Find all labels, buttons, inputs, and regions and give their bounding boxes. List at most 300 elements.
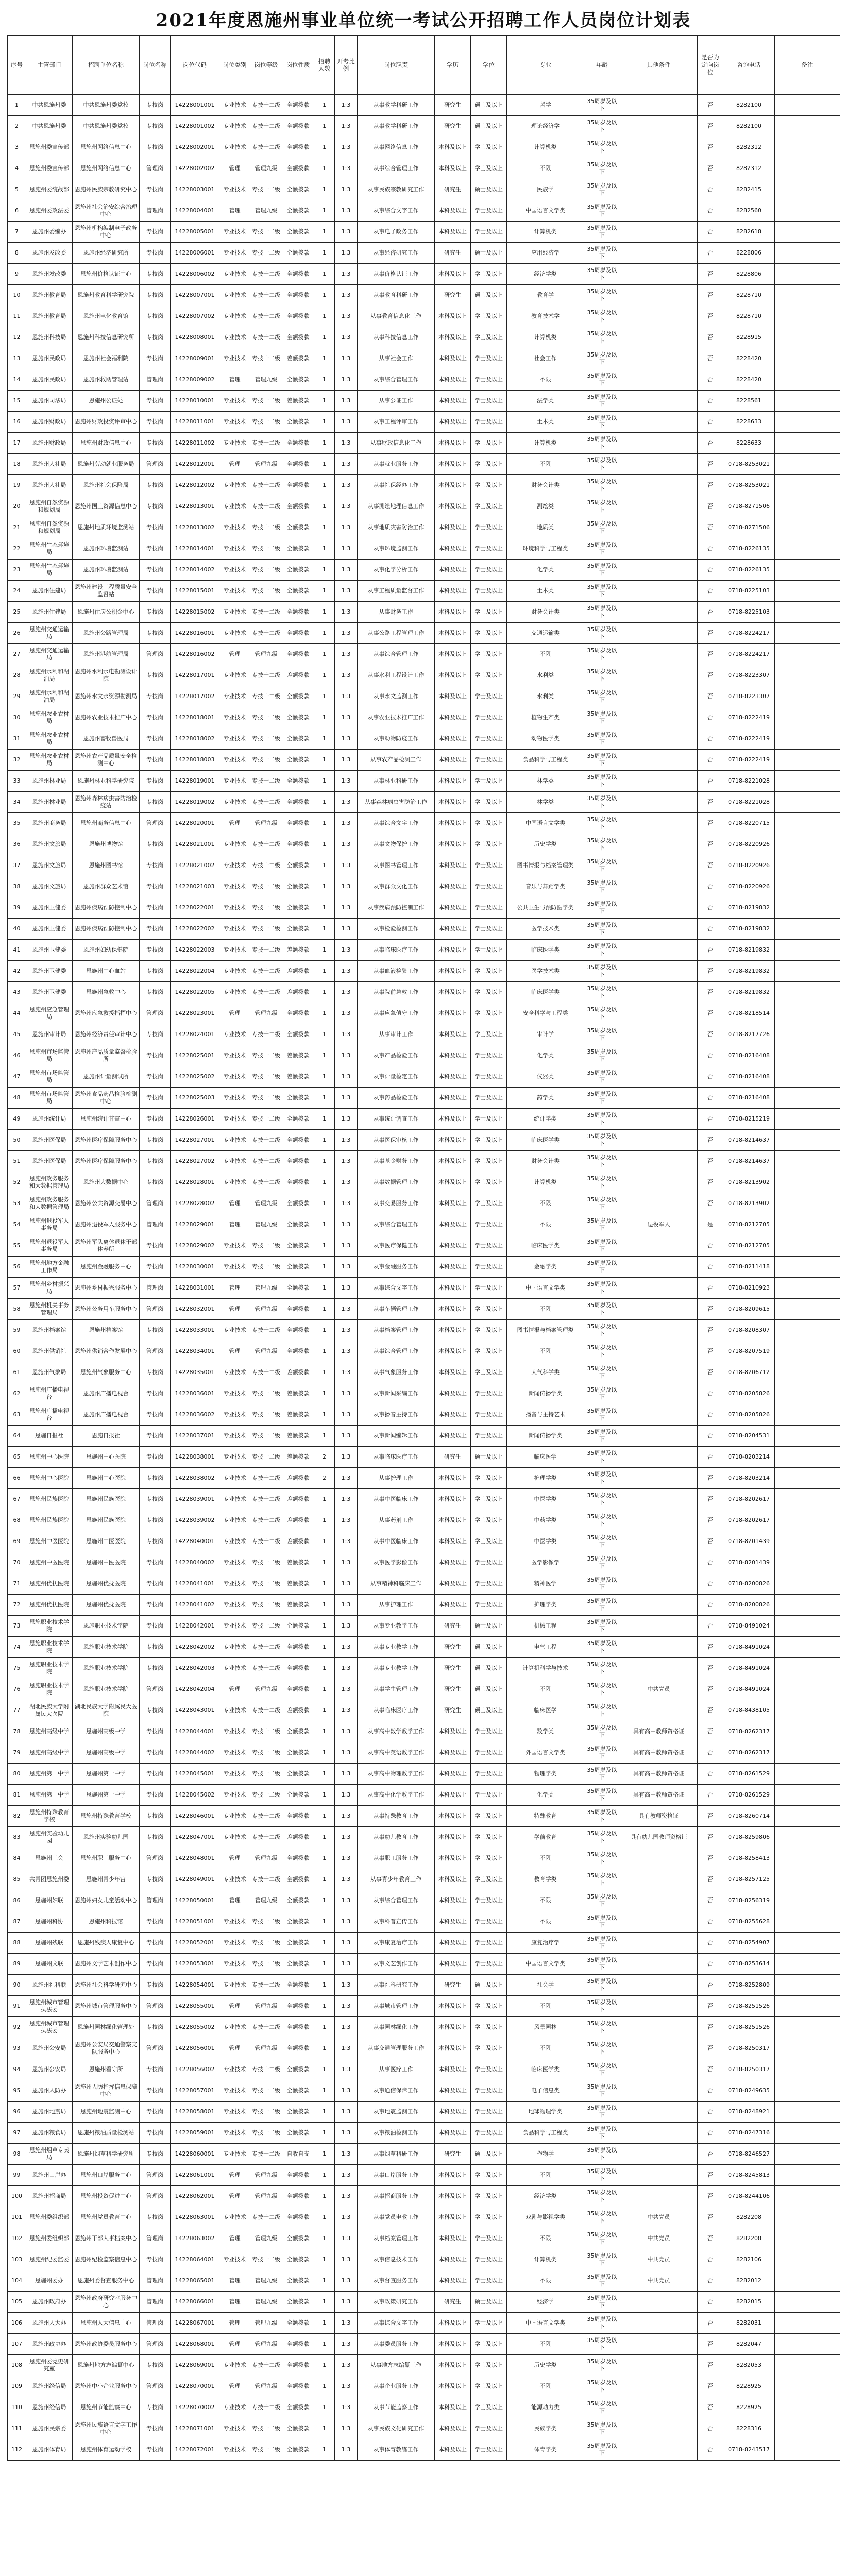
table-cell: 1:3 xyxy=(335,1109,358,1130)
table-cell: 8228561 xyxy=(723,391,775,412)
table-row xyxy=(8,2144,840,2165)
table-cell: 否 xyxy=(698,602,723,623)
table-cell: 专技岗 xyxy=(140,961,171,982)
table-cell: 学士及以上 xyxy=(471,2397,507,2418)
table-cell: 35周岁及以下 xyxy=(584,1954,620,1975)
table-cell: 学士及以上 xyxy=(471,2249,507,2270)
table-cell: 35周岁及以下 xyxy=(584,1848,620,1869)
table-cell: 1 xyxy=(314,855,335,876)
table-cell: 专技十二级 xyxy=(250,2080,282,2102)
table-cell xyxy=(620,137,698,158)
table-cell xyxy=(620,1552,698,1573)
table-cell: 25 xyxy=(8,602,26,623)
table-header-row xyxy=(8,36,840,95)
table-cell: 本科及以上 xyxy=(435,1531,471,1552)
table-row xyxy=(8,2059,840,2080)
table-cell: 否 xyxy=(698,1172,723,1193)
table-cell: 否 xyxy=(698,2439,723,2461)
table-cell: 外国语言文学类 xyxy=(507,1742,584,1764)
table-cell: 专技岗 xyxy=(140,2397,171,2418)
table-cell: 不限 xyxy=(507,1214,584,1235)
table-cell: 差额拨款 xyxy=(282,1045,314,1066)
table-cell: 从事综合文字工作 xyxy=(358,2313,435,2334)
table-cell: 全额拨款 xyxy=(282,1954,314,1975)
table-cell: 中医学类 xyxy=(507,1489,584,1510)
table-cell xyxy=(775,2017,840,2038)
table-cell: 从事文物保护工作 xyxy=(358,834,435,855)
table-cell: 学士及以上 xyxy=(471,1257,507,1278)
table-cell: 1 xyxy=(314,1785,335,1806)
table-cell: 1:3 xyxy=(335,2439,358,2461)
table-cell: 本科及以上 xyxy=(435,623,471,644)
table-cell: 35周岁及以下 xyxy=(584,222,620,243)
table-cell: 35周岁及以下 xyxy=(584,1045,620,1066)
table-cell: 差额拨款 xyxy=(282,982,314,1003)
table-cell: 专技岗 xyxy=(140,137,171,158)
table-cell: 35周岁及以下 xyxy=(584,1362,620,1383)
table-cell: 1:3 xyxy=(335,1172,358,1193)
table-cell xyxy=(620,1933,698,1954)
table-cell: 本科及以上 xyxy=(435,2038,471,2059)
table-cell: 1:3 xyxy=(335,538,358,560)
table-cell: 学士及以上 xyxy=(471,728,507,750)
table-cell: 专技十二级 xyxy=(250,1362,282,1383)
table-cell: 安全科学与工程类 xyxy=(507,1003,584,1024)
table-cell: 否 xyxy=(698,285,723,306)
table-cell xyxy=(620,750,698,771)
table-cell: 学士及以上 xyxy=(471,602,507,623)
table-cell: 林学类 xyxy=(507,792,584,813)
table-cell: 从事群众文化工作 xyxy=(358,876,435,897)
table-cell xyxy=(775,1172,840,1193)
table-row xyxy=(8,982,840,1003)
table-cell: 否 xyxy=(698,1024,723,1045)
table-cell: 专技十二级 xyxy=(250,1573,282,1595)
table-cell xyxy=(775,2165,840,2186)
table-cell xyxy=(620,1531,698,1552)
table-cell: 本科及以上 xyxy=(435,1721,471,1742)
table-cell: 公共卫生与预防医学类 xyxy=(507,897,584,919)
table-cell: 专技十二级 xyxy=(250,1510,282,1531)
table-cell: 差额拨款 xyxy=(282,1404,314,1426)
table-cell xyxy=(775,1637,840,1658)
table-cell: 35周岁及以下 xyxy=(584,728,620,750)
table-cell xyxy=(775,2376,840,2397)
table-cell: 专业技术 xyxy=(219,1426,250,1447)
table-cell xyxy=(620,2439,698,2461)
table-cell: 14228020001 xyxy=(171,813,219,834)
table-cell: 从事农业技术推广工作 xyxy=(358,707,435,728)
table-cell: 1 xyxy=(314,1109,335,1130)
table-cell: 本科及以上 xyxy=(435,581,471,602)
table-cell xyxy=(775,1362,840,1383)
table-cell: 管理九级 xyxy=(250,2292,282,2313)
table-cell: 14228021003 xyxy=(171,876,219,897)
table-cell: 35 xyxy=(8,813,26,834)
table-cell xyxy=(775,2080,840,2102)
table-cell: 从事专业教学工作 xyxy=(358,1658,435,1679)
table-cell xyxy=(620,1320,698,1341)
table-cell xyxy=(775,1573,840,1595)
table-cell: 专技岗 xyxy=(140,95,171,116)
table-cell: 专技十二级 xyxy=(250,982,282,1003)
table-cell: 专业技术 xyxy=(219,1468,250,1489)
table-cell: 0718-8218514 xyxy=(723,1003,775,1024)
table-cell: 专技十二级 xyxy=(250,285,282,306)
table-cell: 本科及以上 xyxy=(435,1890,471,1911)
table-cell: 1:3 xyxy=(335,2334,358,2355)
table-cell: 作物学 xyxy=(507,2144,584,2165)
table-cell: 学士及以上 xyxy=(471,391,507,412)
table-cell: 1:3 xyxy=(335,750,358,771)
table-cell: 1 xyxy=(314,2102,335,2123)
table-cell xyxy=(775,750,840,771)
table-row xyxy=(8,538,840,560)
table-cell: 专技十二级 xyxy=(250,602,282,623)
table-cell: 45 xyxy=(8,1024,26,1045)
table-cell: 专业技术 xyxy=(219,1637,250,1658)
table-cell xyxy=(620,1637,698,1658)
table-cell: 专业技术 xyxy=(219,2017,250,2038)
table-cell: 14228069001 xyxy=(171,2355,219,2376)
table-cell: 1 xyxy=(314,897,335,919)
table-cell: 否 xyxy=(698,1869,723,1890)
table-cell: 审计学 xyxy=(507,1024,584,1045)
table-cell: 专业技术 xyxy=(219,137,250,158)
table-cell: 不限 xyxy=(507,1193,584,1214)
table-cell: 1:3 xyxy=(335,1658,358,1679)
table-cell: 35周岁及以下 xyxy=(584,1510,620,1531)
table-cell: 管理 xyxy=(219,2186,250,2207)
table-cell: 1 xyxy=(314,2334,335,2355)
table-cell: 35周岁及以下 xyxy=(584,1024,620,1045)
table-cell xyxy=(775,1383,840,1404)
table-cell: 学士及以上 xyxy=(471,560,507,581)
table-cell: 专技十二级 xyxy=(250,1024,282,1045)
table-cell: 恩施州森林病虫害防治检疫站 xyxy=(73,792,140,813)
table-cell: 中国语言文学类 xyxy=(507,813,584,834)
table-row xyxy=(8,327,840,348)
table-cell: 35周岁及以下 xyxy=(584,1404,620,1426)
table-cell: 35周岁及以下 xyxy=(584,665,620,686)
table-cell: 专业技术 xyxy=(219,1066,250,1088)
table-cell: 恩施州妇幼保健院 xyxy=(73,940,140,961)
table-cell: 从事教学科研工作 xyxy=(358,95,435,116)
table-row xyxy=(8,876,840,897)
table-cell: 35周岁及以下 xyxy=(584,1383,620,1404)
table-cell: 专技岗 xyxy=(140,919,171,940)
table-cell: 14228068001 xyxy=(171,2334,219,2355)
table-cell xyxy=(775,222,840,243)
table-cell: 1 xyxy=(314,1679,335,1700)
table-cell: 专技十二级 xyxy=(250,560,282,581)
table-cell: 1:3 xyxy=(335,1700,358,1721)
table-cell xyxy=(620,834,698,855)
table-cell: 74 xyxy=(8,1637,26,1658)
table-cell: 恩施州民族医院 xyxy=(26,1489,73,1510)
table-cell: 专业技术 xyxy=(219,1954,250,1975)
table-cell: 14228049001 xyxy=(171,1869,219,1890)
table-cell xyxy=(775,2123,840,2144)
table-cell: 8282618 xyxy=(723,222,775,243)
table-cell: 管理岗 xyxy=(140,1890,171,1911)
table-cell: 恩施州中医医院 xyxy=(26,1552,73,1573)
table-row xyxy=(8,2334,840,2355)
table-cell: 测绘类 xyxy=(507,496,584,517)
table-cell: 专业技术 xyxy=(219,623,250,644)
table-cell: 本科及以上 xyxy=(435,1257,471,1278)
table-cell: 从事疾病预防控制工作 xyxy=(358,897,435,919)
table-cell: 1:3 xyxy=(335,1299,358,1320)
table-cell: 专技岗 xyxy=(140,412,171,433)
table-cell: 学士及以上 xyxy=(471,1785,507,1806)
table-cell: 管理岗 xyxy=(140,1003,171,1024)
table-cell: 全额拨款 xyxy=(282,560,314,581)
table-cell: 全额拨款 xyxy=(282,1764,314,1785)
table-cell: 1:3 xyxy=(335,1616,358,1637)
column-header: 开考比例 xyxy=(335,36,358,95)
table-cell: 1 xyxy=(314,1489,335,1510)
table-cell: 14228057001 xyxy=(171,2080,219,2102)
table-cell: 否 xyxy=(698,1468,723,1489)
table-cell: 恩施州林业科学研究院 xyxy=(73,771,140,792)
table-cell: 研究生 xyxy=(435,1637,471,1658)
table-cell: 专技十二级 xyxy=(250,1066,282,1088)
table-cell xyxy=(775,1299,840,1320)
table-cell: 专技岗 xyxy=(140,581,171,602)
table-cell: 0718-8210923 xyxy=(723,1278,775,1299)
table-cell: 专技岗 xyxy=(140,940,171,961)
table-cell: 恩施州口岸办 xyxy=(26,2165,73,2186)
table-cell: 14228007002 xyxy=(171,306,219,327)
table-cell: 恩施州优抚医院 xyxy=(73,1573,140,1595)
table-cell: 111 xyxy=(8,2418,26,2439)
table-cell: 从事网络信息工作 xyxy=(358,137,435,158)
table-cell: 1 xyxy=(314,728,335,750)
table-cell: 恩施州生态环境局 xyxy=(26,560,73,581)
table-row xyxy=(8,602,840,623)
table-cell: 专技岗 xyxy=(140,602,171,623)
table-cell: 从事高中化学教学工作 xyxy=(358,1785,435,1806)
table-cell: 学士及以上 xyxy=(471,1911,507,1933)
table-cell: 35周岁及以下 xyxy=(584,2228,620,2249)
table-cell: 14228051001 xyxy=(171,1911,219,1933)
table-cell: 70 xyxy=(8,1552,26,1573)
table-cell: 本科及以上 xyxy=(435,1193,471,1214)
table-cell: 92 xyxy=(8,2017,26,2038)
page-title: 2021年度恩施州事业单位统一考试公开招聘工作人员岗位计划表 xyxy=(156,10,691,31)
table-cell: 从事综合管理工作 xyxy=(358,644,435,665)
table-cell: 差额拨款 xyxy=(282,1383,314,1404)
table-row xyxy=(8,1151,840,1172)
table-cell xyxy=(775,2270,840,2292)
table-cell: 从事中医临床工作 xyxy=(358,1531,435,1552)
table-cell xyxy=(775,1404,840,1426)
column-header: 岗位性质 xyxy=(282,36,314,95)
table-cell: 恩施州地震局 xyxy=(26,2102,73,2123)
table-cell: 学士及以上 xyxy=(471,2376,507,2397)
table-cell xyxy=(775,1806,840,1827)
table-cell: 管理岗 xyxy=(140,369,171,391)
table-cell: 从事综合管理工作 xyxy=(358,369,435,391)
table-cell: 本科及以上 xyxy=(435,1426,471,1447)
table-cell: 恩施州科技馆 xyxy=(73,1911,140,1933)
table-cell: 本科及以上 xyxy=(435,1383,471,1404)
table-cell: 0718-8214637 xyxy=(723,1130,775,1151)
table-cell: 否 xyxy=(698,707,723,728)
table-cell: 从事高中英语教学工作 xyxy=(358,1742,435,1764)
table-cell: 全额拨款 xyxy=(282,496,314,517)
table-cell: 从事播音主持工作 xyxy=(358,1404,435,1426)
table-cell: 专业技术 xyxy=(219,1531,250,1552)
table-cell: 专技岗 xyxy=(140,1616,171,1637)
table-cell: 全额拨款 xyxy=(282,285,314,306)
table-cell: 专技十二级 xyxy=(250,475,282,496)
table-cell: 差额拨款 xyxy=(282,1595,314,1616)
table-cell: 恩施州交通运输局 xyxy=(26,644,73,665)
table-cell: 差额拨款 xyxy=(282,665,314,686)
table-cell: 否 xyxy=(698,1785,723,1806)
table-cell: 14228060001 xyxy=(171,2144,219,2165)
table-cell: 专业技术 xyxy=(219,327,250,348)
table-cell: 恩施州商务信息中心 xyxy=(73,813,140,834)
table-cell: 0718-8219832 xyxy=(723,919,775,940)
table-cell: 1 xyxy=(314,686,335,707)
table-cell: 恩施州卫健委 xyxy=(26,961,73,982)
table-row xyxy=(8,1468,840,1489)
table-cell: 1 xyxy=(314,1404,335,1426)
table-row xyxy=(8,517,840,538)
table-cell: 学士及以上 xyxy=(471,1595,507,1616)
table-cell: 学前教育 xyxy=(507,1827,584,1848)
table-cell: 临床医学 xyxy=(507,1700,584,1721)
table-cell: 1:3 xyxy=(335,1024,358,1045)
table-cell: 14228009002 xyxy=(171,369,219,391)
table-cell: 恩施州供销合作发展中心 xyxy=(73,1341,140,1362)
table-cell: 19 xyxy=(8,475,26,496)
table-cell: 数学类 xyxy=(507,1721,584,1742)
table-cell: 14228016001 xyxy=(171,623,219,644)
table-cell: 从事财政信息化工作 xyxy=(358,433,435,454)
column-header: 岗位等级 xyxy=(250,36,282,95)
table-cell: 专技十二级 xyxy=(250,433,282,454)
table-cell xyxy=(620,1996,698,2017)
table-cell: 管理 xyxy=(219,2270,250,2292)
table-cell: 专技岗 xyxy=(140,560,171,581)
table-cell: 1:3 xyxy=(335,412,358,433)
table-cell: 专业技术 xyxy=(219,1447,250,1468)
table-cell: 经济学类 xyxy=(507,264,584,285)
table-cell: 从事通信保障工作 xyxy=(358,2080,435,2102)
table-cell: 差额拨款 xyxy=(282,1362,314,1383)
table-cell: 财务会计类 xyxy=(507,475,584,496)
table-cell: 14228018001 xyxy=(171,707,219,728)
table-cell: 从事药品检验工作 xyxy=(358,1088,435,1109)
table-cell: 经济学类 xyxy=(507,2186,584,2207)
table-cell: 专技十二级 xyxy=(250,1151,282,1172)
table-cell: 全额拨款 xyxy=(282,897,314,919)
table-cell: 1 xyxy=(314,581,335,602)
table-cell: 恩施州农产品质量安全检测中心 xyxy=(73,750,140,771)
table-cell xyxy=(775,1214,840,1235)
table-cell: 金融学类 xyxy=(507,1257,584,1278)
table-cell xyxy=(620,792,698,813)
table-cell: 1:3 xyxy=(335,1764,358,1785)
table-cell: 62 xyxy=(8,1383,26,1404)
table-cell xyxy=(620,707,698,728)
table-cell: 不限 xyxy=(507,1341,584,1362)
table-cell: 0718-8262317 xyxy=(723,1721,775,1742)
table-cell: 本科及以上 xyxy=(435,1045,471,1066)
table-cell: 本科及以上 xyxy=(435,1130,471,1151)
table-cell: 51 xyxy=(8,1151,26,1172)
table-cell: 14228013002 xyxy=(171,517,219,538)
table-cell: 否 xyxy=(698,264,723,285)
table-cell: 专技岗 xyxy=(140,665,171,686)
table-row xyxy=(8,1827,840,1848)
table-row xyxy=(8,1214,840,1235)
table-cell: 24 xyxy=(8,581,26,602)
table-cell: 8228710 xyxy=(723,306,775,327)
table-cell: 1 xyxy=(314,2270,335,2292)
table-cell: 1:3 xyxy=(335,1996,358,2017)
table-cell xyxy=(620,1489,698,1510)
table-row xyxy=(8,1552,840,1573)
table-cell: 中国语言文学类 xyxy=(507,2313,584,2334)
table-cell: 全额拨款 xyxy=(282,1130,314,1151)
table-cell xyxy=(775,1066,840,1088)
table-cell: 本科及以上 xyxy=(435,517,471,538)
table-cell: 管理 xyxy=(219,644,250,665)
table-cell: 否 xyxy=(698,1045,723,1066)
table-cell: 恩施州优抚医院 xyxy=(26,1595,73,1616)
table-cell: 1 xyxy=(314,285,335,306)
table-cell: 35周岁及以下 xyxy=(584,1447,620,1468)
table-cell: 88 xyxy=(8,1933,26,1954)
table-cell: 从事精神科临床工作 xyxy=(358,1573,435,1595)
table-cell: 35周岁及以下 xyxy=(584,243,620,264)
table-cell: 学士及以上 xyxy=(471,1278,507,1299)
table-cell: 0718-8252809 xyxy=(723,1975,775,1996)
table-cell: 恩施州水利和湖泊局 xyxy=(26,665,73,686)
table-cell xyxy=(620,1362,698,1383)
table-cell: 学士及以上 xyxy=(471,1151,507,1172)
table-cell: 35周岁及以下 xyxy=(584,137,620,158)
table-cell: 1 xyxy=(314,1426,335,1447)
table-cell: 恩施州建设工程质量安全监督站 xyxy=(73,581,140,602)
table-cell: 从事经济研究工作 xyxy=(358,243,435,264)
table-cell: 全额拨款 xyxy=(282,771,314,792)
table-cell xyxy=(775,2249,840,2270)
table-cell: 本科及以上 xyxy=(435,897,471,919)
table-cell: 本科及以上 xyxy=(435,2355,471,2376)
table-cell: 恩施州档案馆 xyxy=(73,1320,140,1341)
table-cell: 14228025003 xyxy=(171,1088,219,1109)
table-cell: 不限 xyxy=(507,1299,584,1320)
table-cell: 恩施州中心医院 xyxy=(73,1447,140,1468)
table-cell: 97 xyxy=(8,2123,26,2144)
table-cell: 专业技术 xyxy=(219,1573,250,1595)
table-cell: 社会学 xyxy=(507,1975,584,1996)
table-row xyxy=(8,2123,840,2144)
table-cell: 35周岁及以下 xyxy=(584,1721,620,1742)
table-cell: 否 xyxy=(698,1299,723,1320)
table-cell: 35周岁及以下 xyxy=(584,1764,620,1785)
table-cell: 学士及以上 xyxy=(471,1933,507,1954)
table-cell: 1:3 xyxy=(335,623,358,644)
table-cell: 恩施州中医医院 xyxy=(73,1552,140,1573)
table-cell: 专技岗 xyxy=(140,2144,171,2165)
